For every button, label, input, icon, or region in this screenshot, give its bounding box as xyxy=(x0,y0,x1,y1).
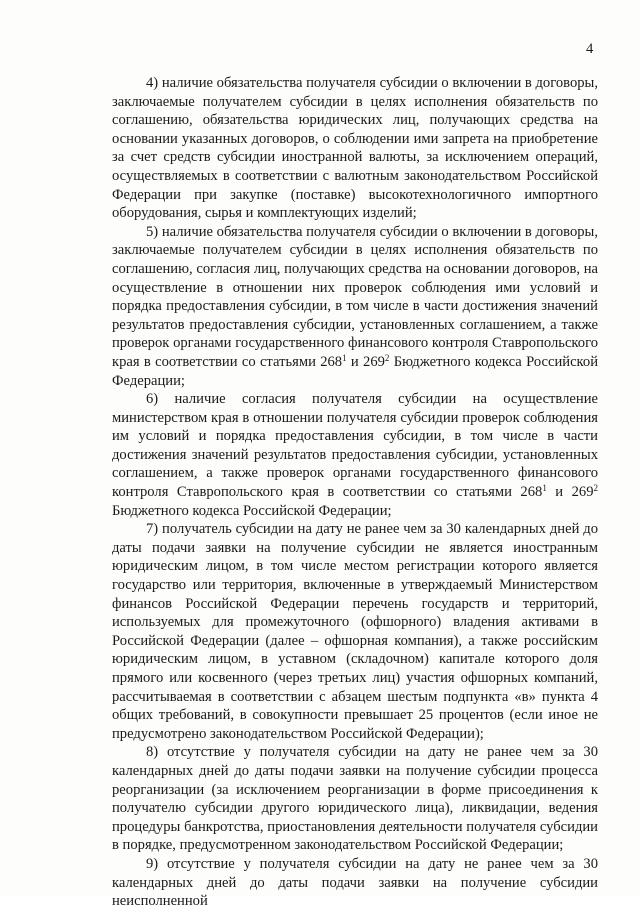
paragraph-text: 5) наличие обязательства получателя субсидии о включении в договоры, заключаемые получателем субсидии в целях исполнения обязательств по соглашению, согласия лиц, получающих средства на основании договоров, на осуществление в отношении них проверок соблюдения ими условий и порядка предоставления субсидии, в том числе в части достижения значений результатов предоставления субсидии, установленных соглашением, а также проверок органами государственного финансового контроля Ставропольского края в соответствии со статьями 268 xyxy=(112,223,598,370)
paragraph-item-8: 8) отсутствие у получателя субсидии на дату не ранее чем за 30 календарных дней до даты подачи заявки на получение субсидии процесса реорганизации (за исключением реорганизации в форме присоединения к получателю субсидии другого юридического лица), ликвидации, ведения процедуры банкротства, приостановления деятельности получателя субсидии в порядке, предусмотренном законодательством Российской Федерации; xyxy=(112,744,598,854)
document-body xyxy=(112,74,598,911)
paragraph-text: Бюджетного кодекса Российской Федерации; xyxy=(112,502,392,519)
paragraph-text: Бюджетного кодекса Российской Федерации; xyxy=(112,353,599,389)
page-number: 4 xyxy=(586,41,594,57)
paragraph-text: и 269 xyxy=(546,484,594,501)
paragraph-item-6 xyxy=(112,390,598,520)
superscript: 1 xyxy=(542,483,547,494)
paragraph-item-9: 9) отсутствие у получателя субсидии на дату не ранее чем за 30 календарных дней до даты подачи заявки на получение субсидии неисполненной xyxy=(112,855,598,910)
paragraph-item-4: 4) наличие обязательства получателя субсидии о включении в договоры, заключаемые получателем субсидии в целях исполнения обязательств по соглашению, обязательства юридических лиц, получающих средства на основании указанных договоров, о соблюдении ими запрета на приобретение за счет средств субсидии иностранной валюты, за исключением операций, осуществляемых в соответствии с валютным законодательством Российской Федерации при закупке (поставке) высокотехнологичного импортного оборудования, сырья и комплектующих изделий; xyxy=(112,75,598,222)
superscript: 2 xyxy=(593,483,598,494)
paragraph-item-7: 7) получатель субсидии на дату не ранее чем за 30 календарных дней до даты подачи заявки на получение субсидии не является иностранным юридическим лицом, в том числе местом регистрации которого является государство или территория, включенные в утверждаемый Министерством финансов Российской Федерации перечень государств и территорий, используемых для промежуточного (офшорного) владения активами в Российской Федерации (далее – офшорная компания), а также российским юридическим лицом, в уставном (складочном) капитале которого доля прямого или косвенного (через третьих лиц) участия офшорных компаний, рассчитываемая в соответствии с абзацем шестым подпункта «в» пункта 4 общих требований, в совокупности превышает 25 процентов (если иное не предусмотрено законодательством Российской Федерации); xyxy=(112,521,598,742)
paragraph-text: 6) наличие согласия получателя субсидии на осуществление министерством края в отношении получателя субсидии проверок соблюдения им условий и порядка предоставления субсидии, в том числе в части достижения значений результатов предоставления субсидии, установленных соглашением, а также проверок органами государственного финансового контроля Ставропольского края в соответствии со статьями 268 xyxy=(112,391,598,501)
paragraph-item-5 xyxy=(112,223,598,390)
superscript: 1 xyxy=(342,352,347,363)
superscript: 2 xyxy=(384,352,390,363)
paragraph-text: и 269 xyxy=(346,353,385,370)
